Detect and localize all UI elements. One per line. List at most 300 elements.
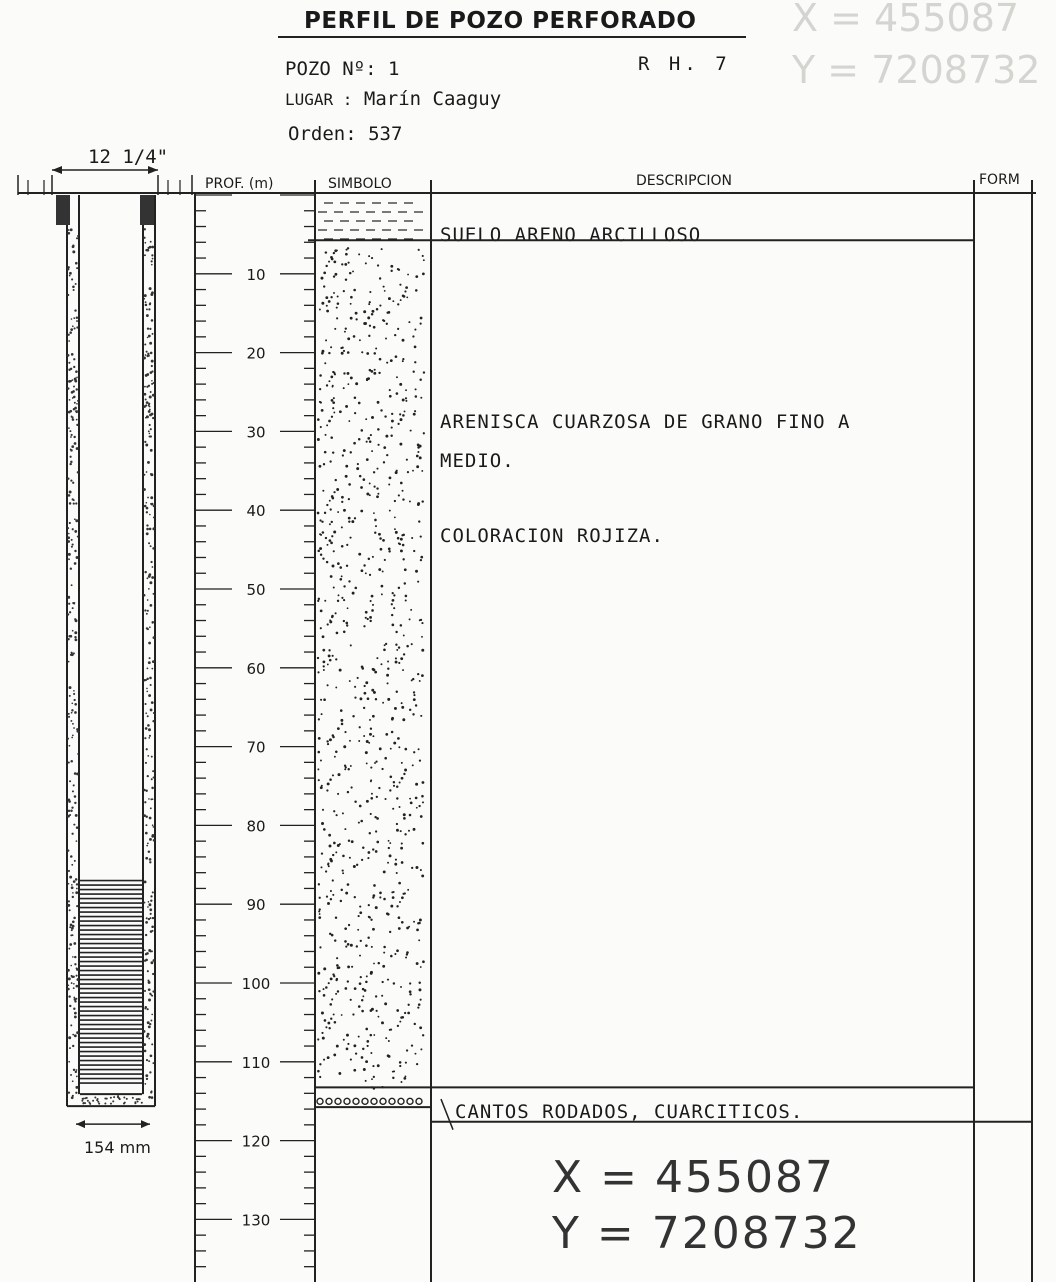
sandstone-symbol-dot [421, 470, 423, 472]
sandstone-symbol-dot [333, 275, 335, 277]
gravel-pack-dot [148, 1025, 151, 1028]
sandstone-symbol-dot [416, 455, 419, 458]
sandstone-symbol-dot [413, 694, 415, 696]
sandstone-symbol-dot [333, 842, 336, 845]
sandstone-symbol-dot [409, 814, 412, 817]
sandstone-symbol-dot [393, 785, 395, 787]
sandstone-symbol-dot [394, 863, 397, 866]
gravel-pack-dot [146, 1059, 148, 1061]
sandstone-symbol-dot [326, 424, 328, 426]
sandstone-symbol-dot [409, 501, 411, 503]
sandstone-symbol-dot [320, 401, 322, 403]
sandstone-symbol-dot [367, 697, 370, 700]
gravel-pack-dot [144, 254, 146, 256]
sandstone-symbol-dot [336, 814, 338, 816]
sandstone-symbol-dot [376, 487, 378, 489]
sandstone-symbol-dot [331, 399, 334, 402]
sandstone-symbol-dot [317, 657, 319, 659]
sandstone-symbol-dot [383, 898, 386, 901]
gravel-pack-dot [75, 1086, 78, 1089]
gravel-pack-dot [143, 298, 145, 300]
sandstone-symbol-dot [330, 256, 333, 259]
sandstone-symbol-dot [373, 884, 376, 887]
sandstone-symbol-dot [323, 988, 325, 990]
sandstone-symbol-dot [398, 746, 400, 748]
sandstone-symbol-dot [358, 402, 361, 405]
gravel-pack-dot [153, 839, 155, 841]
gravel-pack-dot [147, 715, 149, 717]
gravel-pack-dot [68, 948, 70, 950]
gravel-symbol-pebble [371, 1098, 377, 1104]
gravel-pack-dot [71, 584, 73, 586]
gravel-pack-dot [145, 301, 147, 303]
gravel-pack-dot [146, 502, 148, 504]
sandstone-symbol-dot [317, 671, 319, 673]
sandstone-symbol-dot [338, 1072, 341, 1075]
sandstone-symbol-dot [422, 273, 425, 276]
sandstone-symbol-dot [349, 680, 351, 682]
sandstone-symbol-dot [389, 395, 392, 398]
gravel-pack-dot [146, 471, 148, 473]
gravel-pack-dot [151, 246, 154, 249]
sandstone-symbol-dot [347, 943, 350, 946]
sandstone-symbol-dot [326, 740, 328, 742]
gravel-pack-dot [76, 826, 79, 829]
sandstone-symbol-dot [321, 713, 323, 715]
sandstone-symbol-dot [357, 929, 359, 931]
gravel-pack-dot [149, 908, 152, 911]
sandstone-symbol-dot [414, 410, 416, 412]
gravel-pack-dot [145, 374, 148, 377]
sandstone-symbol-dot [330, 1018, 332, 1020]
sandstone-symbol-dot [335, 658, 337, 660]
sandstone-symbol-dot [346, 1034, 349, 1037]
gravel-pack-dot [150, 1091, 152, 1093]
sandstone-symbol-dot [363, 478, 366, 481]
gravel-pack-dot [153, 712, 155, 714]
sandstone-symbol-dot [317, 751, 320, 754]
gravel-pack-dot [70, 720, 72, 722]
gravel-pack-dot [153, 959, 156, 962]
sandstone-symbol-dot [370, 600, 372, 602]
sandstone-symbol-dot [395, 355, 398, 358]
sandstone-symbol-dot [381, 995, 383, 997]
gravel-pack-dot [69, 745, 71, 747]
sandstone-symbol-dot [361, 1010, 364, 1013]
gravel-pack-dot [74, 550, 76, 552]
gravel-pack-dot [69, 463, 71, 465]
rh-value: 7 [715, 53, 731, 75]
gravel-pack-dot [74, 802, 76, 804]
sandstone-symbol-dot [378, 787, 380, 789]
gravel-pack-dot [77, 753, 79, 755]
sandstone-symbol-dot [369, 440, 372, 443]
sandstone-symbol-dot [367, 437, 370, 440]
gravel-pack-dot [67, 969, 70, 972]
gravel-pack-dot [117, 1096, 119, 1098]
sandstone-symbol-dot [328, 300, 331, 303]
sandstone-symbol-dot [391, 603, 393, 605]
sandstone-symbol-dot [343, 620, 345, 622]
diameter-label: 12 1/4" [88, 146, 169, 168]
sandstone-symbol-dot [417, 446, 420, 449]
sandstone-symbol-dot [396, 829, 399, 832]
gravel-pack-dot [150, 561, 152, 563]
gravel-pack-dot [146, 917, 148, 919]
sandstone-symbol-dot [333, 292, 335, 294]
sandstone-symbol-dot [399, 1065, 401, 1067]
gravel-pack-dot [96, 1099, 98, 1101]
sandstone-symbol-dot [381, 593, 383, 595]
sandstone-symbol-dot [388, 483, 390, 485]
sandstone-symbol-dot [336, 632, 339, 635]
sandstone-symbol-dot [341, 352, 344, 355]
sandstone-symbol-dot [331, 615, 334, 618]
sandstone-symbol-dot [366, 458, 369, 461]
sandstone-symbol-dot [342, 454, 344, 456]
sandstone-symbol-dot [324, 451, 327, 454]
sandstone-symbol-dot [344, 731, 346, 733]
sandstone-symbol-dot [397, 1025, 399, 1027]
sandstone-symbol-dot [375, 830, 377, 832]
sandstone-symbol-dot [345, 465, 348, 468]
sandstone-symbol-dot [329, 619, 331, 621]
surface-seal-right [140, 195, 154, 225]
sandstone-symbol-dot [337, 511, 339, 513]
sandstone-symbol-dot [323, 1059, 325, 1061]
gravel-pack-dot [144, 703, 146, 705]
sandstone-symbol-dot [384, 1002, 387, 1005]
sandstone-symbol-dot [345, 253, 348, 256]
sandstone-symbol-dot [318, 779, 320, 781]
gravel-pack-dot [76, 1075, 78, 1077]
sandstone-symbol-dot [416, 807, 418, 809]
gravel-pack-dot [72, 920, 75, 923]
sandstone-symbol-dot [396, 823, 398, 825]
sandstone-symbol-dot [336, 1045, 339, 1048]
sandstone-symbol-dot [411, 1044, 413, 1046]
sandstone-symbol-dot [333, 261, 336, 264]
sandstone-symbol-dot [319, 465, 322, 468]
sandstone-symbol-dot [330, 898, 332, 900]
sandstone-symbol-dot [402, 558, 404, 560]
gravel-pack-dot [150, 428, 152, 430]
gravel-pack-dot [153, 505, 155, 507]
sandstone-symbol-dot [415, 388, 417, 390]
gravel-pack-dot [149, 414, 152, 417]
sandstone-symbol-dot [372, 715, 375, 718]
sandstone-symbol-dot [398, 494, 400, 496]
sandstone-symbol-dot [416, 962, 419, 965]
sandstone-symbol-dot [319, 519, 321, 521]
gravel-pack-dot [76, 1031, 79, 1034]
sandstone-symbol-dot [340, 719, 343, 722]
sandstone-symbol-dot [420, 397, 422, 399]
gravel-pack-dot [144, 880, 147, 883]
sandstone-symbol-dot [403, 813, 406, 816]
gravel-pack-dot [150, 604, 153, 607]
sandstone-symbol-dot [319, 913, 321, 915]
sandstone-symbol-dot [418, 249, 420, 251]
sandstone-symbol-dot [336, 978, 338, 980]
sandstone-symbol-dot [333, 1054, 336, 1057]
gravel-pack-dot [145, 304, 148, 307]
gravel-pack-dot [144, 609, 146, 611]
sandstone-symbol-dot [391, 427, 393, 429]
gravel-pack-dot [143, 594, 146, 597]
sandstone-symbol-dot [388, 1040, 390, 1042]
sandstone-symbol-dot [347, 1043, 349, 1045]
gravel-pack-dot [69, 456, 71, 458]
gravel-pack-dot [151, 668, 153, 670]
sandstone-symbol-dot [378, 568, 381, 571]
gravel-pack-dot [147, 1008, 149, 1010]
sandstone-symbol-dot [416, 1063, 418, 1065]
sandstone-symbol-dot [333, 531, 336, 534]
sandstone-symbol-dot [317, 512, 320, 515]
gravel-pack-dot [147, 775, 149, 777]
sandstone-symbol-dot [382, 319, 384, 321]
sandstone-symbol-dot [385, 798, 387, 800]
gravel-pack-dot [150, 241, 152, 243]
gravel-pack-dot [67, 294, 69, 296]
gravel-pack-dot [126, 1098, 128, 1100]
gravel-pack-dot [73, 1008, 75, 1010]
gravel-pack-dot [74, 1034, 77, 1037]
gravel-pack-dot [74, 963, 76, 965]
sandstone-symbol-dot [334, 273, 337, 276]
sandstone-symbol-dot [375, 698, 377, 700]
sandstone-symbol-dot [402, 544, 405, 547]
gravel-symbol-pebble [344, 1098, 350, 1104]
sandstone-symbol-dot [389, 477, 392, 480]
gravel-pack-dot [67, 540, 70, 543]
gravel-pack-dot [74, 518, 76, 520]
gravel-pack-dot [144, 228, 146, 230]
gravel-pack-dot [68, 870, 70, 872]
sandstone-symbol-dot [403, 773, 405, 775]
sandstone-symbol-dot [382, 539, 385, 542]
sandstone-symbol-dot [408, 926, 410, 928]
sandstone-symbol-dot [372, 556, 374, 558]
sandstone-symbol-dot [356, 864, 358, 866]
sandstone-symbol-dot [337, 295, 339, 297]
sandstone-symbol-dot [384, 290, 386, 292]
gravel-pack-dot [150, 293, 153, 296]
sandstone-symbol-dot [320, 627, 322, 629]
sandstone-symbol-dot [327, 623, 329, 625]
gravel-pack-dot [72, 482, 74, 484]
gravel-pack-dot [68, 977, 71, 980]
sandstone-symbol-dot [358, 1005, 361, 1008]
gravel-pack-dot [74, 618, 76, 620]
sandstone-symbol-dot [421, 795, 424, 798]
gravel-pack-dot [112, 1100, 114, 1102]
gravel-pack-dot [71, 278, 73, 280]
gravel-pack-dot [147, 843, 149, 845]
gravel-pack-dot [71, 445, 74, 448]
gravel-pack-dot [76, 317, 78, 319]
gravel-pack-dot [146, 308, 148, 310]
sandstone-symbol-dot [402, 490, 404, 492]
sandstone-symbol-dot [401, 861, 404, 864]
sandstone-symbol-dot [317, 972, 320, 975]
gravel-pack-dot [68, 995, 70, 997]
sandstone-symbol-dot [360, 976, 362, 978]
gravel-pack-dot [134, 1102, 136, 1104]
gravel-pack-dot [151, 925, 154, 928]
gravel-pack-dot [75, 814, 78, 817]
sandstone-symbol-dot [413, 371, 415, 373]
sandstone-symbol-dot [317, 600, 319, 602]
sandstone-symbol-dot [414, 346, 417, 349]
gravel-pack-dot [150, 582, 152, 584]
gravel-pack-dot [147, 610, 149, 612]
gravel-pack-dot [146, 613, 148, 615]
sandstone-symbol-dot [318, 737, 321, 740]
sandstone-symbol-dot [386, 362, 388, 364]
sandstone-symbol-dot [365, 418, 367, 420]
sandstone-symbol-dot [347, 965, 350, 968]
sandstone-symbol-dot [365, 572, 367, 574]
sandstone-symbol-dot [396, 376, 398, 378]
sandstone-symbol-dot [347, 607, 349, 609]
sandstone-symbol-dot [389, 931, 391, 933]
sandstone-symbol-dot [399, 284, 401, 286]
sandstone-symbol-dot [347, 980, 349, 982]
sandstone-symbol-dot [320, 786, 323, 789]
gravel-pack-dot [144, 393, 147, 396]
gravel-pack-dot [150, 391, 152, 393]
sandstone-symbol-dot [331, 521, 333, 523]
sandstone-symbol-dot [419, 760, 421, 762]
gravel-pack-dot [148, 308, 150, 310]
gravel-pack-dot [152, 660, 155, 663]
gravel-pack-dot [145, 354, 147, 356]
sandstone-symbol-dot [391, 413, 393, 415]
sandstone-symbol-dot [361, 351, 363, 353]
sandstone-symbol-dot [328, 420, 331, 423]
gravel-pack-dot [144, 902, 146, 904]
gravel-pack-dot [74, 402, 76, 404]
sandstone-symbol-dot [359, 911, 362, 914]
sandstone-symbol-dot [395, 859, 397, 861]
sandstone-symbol-dot [337, 990, 339, 992]
gravel-pack-dot [153, 826, 155, 828]
sandstone-symbol-dot [368, 335, 370, 337]
sandstone-symbol-dot [376, 657, 378, 659]
gravel-pack-dot [77, 235, 79, 237]
sandstone-symbol-dot [387, 979, 389, 981]
sandstone-symbol-dot [370, 813, 372, 815]
sandstone-symbol-dot [376, 817, 379, 820]
sandstone-symbol-dot [373, 372, 376, 375]
gravel-pack-dot [145, 249, 148, 252]
sandstone-symbol-dot [358, 740, 360, 742]
sandstone-symbol-dot [365, 981, 368, 984]
sandstone-symbol-dot [350, 786, 352, 788]
sandstone-symbol-dot [422, 842, 425, 845]
sandstone-symbol-dot [349, 857, 351, 859]
sandstone-symbol-dot [371, 1008, 374, 1011]
sandstone-symbol-dot [379, 305, 381, 307]
sandstone-symbol-dot [328, 654, 331, 657]
gravel-pack-dot [74, 703, 77, 706]
sandstone-symbol-dot [420, 619, 422, 621]
desc-layer-2-line-3: COLORACION ROJIZA. [440, 525, 664, 547]
sandstone-symbol-dot [402, 718, 405, 721]
sandstone-symbol-dot [355, 318, 357, 320]
sandstone-symbol-dot [317, 418, 320, 421]
sandstone-symbol-dot [323, 463, 325, 465]
sandstone-symbol-dot [326, 384, 328, 386]
sandstone-symbol-dot [390, 1028, 392, 1030]
rh-label: R H. [638, 53, 700, 75]
sandstone-symbol-dot [343, 585, 345, 587]
sandstone-symbol-dot [326, 310, 329, 313]
gravel-symbol-pebble [416, 1098, 422, 1104]
gravel-pack-dot [71, 652, 73, 654]
sandstone-symbol-dot [323, 698, 326, 701]
sandstone-symbol-dot [404, 568, 407, 571]
sandstone-symbol-dot [331, 998, 333, 1000]
sandstone-symbol-dot [362, 988, 365, 991]
gravel-pack-dot [67, 613, 69, 615]
gravel-pack-dot [151, 778, 153, 780]
gravel-pack-dot [74, 956, 76, 958]
gravel-pack-dot [145, 399, 147, 401]
sandstone-symbol-dot [365, 944, 368, 947]
sandstone-symbol-dot [361, 569, 364, 572]
sandstone-symbol-dot [348, 580, 350, 582]
sandstone-symbol-dot [327, 684, 329, 686]
lithology-layers [308, 203, 1032, 1130]
sandstone-symbol-dot [318, 910, 320, 912]
sandstone-symbol-dot [416, 928, 419, 931]
sandstone-symbol-dot [398, 882, 401, 885]
gravel-pack-dot [148, 575, 151, 578]
gravel-pack-dot [72, 734, 74, 736]
sandstone-symbol-dot [420, 556, 423, 559]
sandstone-symbol-dot [341, 496, 344, 499]
sandstone-symbol-dot [368, 255, 370, 257]
gravel-pack-dot [144, 990, 146, 992]
sandstone-symbol-dot [391, 614, 393, 616]
gravel-pack-dot [150, 1054, 153, 1057]
sandstone-symbol-dot [375, 906, 378, 909]
sandstone-symbol-dot [397, 737, 400, 740]
gravel-pack-dot [76, 883, 78, 885]
sandstone-symbol-dot [331, 535, 333, 537]
sandstone-symbol-dot [396, 691, 398, 693]
sandstone-symbol-dot [329, 738, 332, 741]
gravel-pack-dot [141, 1102, 143, 1104]
sandstone-symbol-dot [400, 830, 402, 832]
sandstone-symbol-dot [333, 252, 335, 254]
sandstone-symbol-dot [325, 1026, 327, 1028]
gravel-pack-dot [150, 352, 153, 355]
sandstone-symbol-dot [343, 372, 345, 374]
gravel-pack-dot [145, 790, 147, 792]
sandstone-symbol-dot [401, 702, 403, 704]
depth-tick-label: 60 [246, 659, 266, 678]
gravel-pack-dot [77, 536, 79, 538]
sandstone-symbol-dot [422, 781, 425, 784]
gravel-pack-dot [74, 378, 77, 381]
sandstone-symbol-dot [409, 798, 411, 800]
gravel-pack-dot [68, 761, 70, 763]
sandstone-symbol-dot [365, 1080, 367, 1082]
